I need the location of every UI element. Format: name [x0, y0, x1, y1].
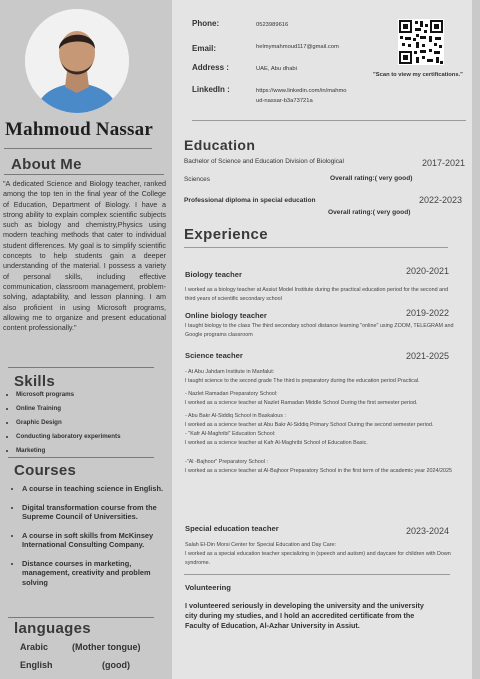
spacer — [185, 448, 455, 458]
job-detail-line: - Nazlet Ramadan Preparatory School: — [185, 391, 278, 397]
linkedin-line: https://www.linkedin.com/in/mahmo — [256, 88, 347, 94]
job-detail-line: I worked as a science teacher at Kafr Al-Maghribi School of Education Basic. — [185, 440, 368, 446]
job-years: 2019-2022 — [406, 308, 450, 318]
language-name: Arabic — [20, 642, 49, 652]
degree-title-cont: Sciences — [184, 176, 210, 183]
divider — [8, 617, 154, 618]
skills-title: Skills — [14, 373, 55, 390]
job-detail-line: -"Al -Bajhoor" Preparatory School : — [185, 459, 268, 465]
job-years: 2021-2025 — [406, 351, 450, 361]
phone-value: 0523989616 — [256, 22, 289, 28]
language-level: (good) — [102, 660, 130, 670]
job-title: Online biology teacher — [185, 311, 267, 320]
email-label: Email: — [192, 44, 217, 53]
job-detail-line: - "Kafr Al-Maghribi" Education School: — [185, 431, 276, 437]
divider — [184, 574, 450, 575]
education-title: Education — [184, 137, 256, 153]
phone-label: Phone: — [192, 19, 220, 28]
about-text: "A dedicated Science and Biology teacher, ranked among the top ten in the final year of the College of Education, Department of Biology. I have a strong ability to explain complex scientific subjects such as biology and chemistry,Physics using modern teaching methods that cater to individual student differences. My goal is to simplify scientific concepts to help students gain a deeper understanding of the material. I possess a variety of personal skills, including effective communication, classroom management, problem-solving, adaptability, and lesson planning. I am also proficient in using Microsoft programs, allowing me to organize and present educational content professionally." — [3, 179, 166, 333]
divider — [8, 457, 154, 458]
job-description: I worked as a biology teacher at Assiut Model Institute during the practical education period for the second and third years of scientific secondary school — [185, 287, 449, 302]
address-value: UAE, Abu dhabi — [256, 66, 297, 72]
courses-title: Courses — [14, 462, 77, 479]
job-detail-line: I worked as a special education teacher specializing in (speech and autism) and daycare for children with Down syndrome. — [185, 551, 451, 566]
skill-item: • Microsoft programs — [16, 388, 121, 402]
linkedin-line: ud-nassar-b3a73721a — [256, 98, 313, 104]
avatar — [25, 9, 129, 113]
volunteering-title: Volunteering — [185, 583, 231, 592]
profile-photo — [25, 9, 129, 113]
about-title: About Me — [11, 156, 82, 173]
degree-title: Bachelor of Science and Education Division of Biological — [184, 158, 344, 165]
job-title: Special education teacher — [185, 524, 279, 533]
job-detail-line: I worked as a science teacher at Al-Bajhoor Preparatory School in the first term of the academic year 2024/2025 — [185, 468, 452, 474]
course-item: • A course in teaching science in English. — [22, 484, 172, 494]
language-row — [20, 642, 141, 652]
skill-item: • Graphic Design — [16, 416, 121, 430]
linkedin-label: LinkedIn : — [192, 85, 230, 94]
degree-rating: Overall rating:( very good) — [330, 175, 413, 182]
qr-caption: "Scan to view my certifications." — [373, 72, 463, 78]
email-value[interactable]: helmymahmoud117@gmail.com — [256, 44, 339, 50]
job-detail-line: - Abu Bakr Al-Siddiq School in Baskalous : — [185, 413, 286, 419]
job-years: 2020-2021 — [406, 266, 450, 276]
left-column — [0, 0, 172, 679]
language-row — [20, 660, 130, 670]
skill-item: • Online Training — [16, 402, 121, 416]
job-detail-line: I worked as a science teacher at Nazlet Ramadan Middle School During the first semester period. — [185, 400, 418, 406]
job-description-list — [185, 368, 455, 476]
skill-item: • Marketing — [16, 444, 121, 458]
address-label: Address : — [192, 63, 229, 72]
course-item: • Distance courses in marketing, management, creativity and problem solving — [22, 559, 172, 588]
course-item: • Digital transformation course from the Supreme Council of Universities. — [22, 503, 172, 522]
skills-list — [6, 388, 121, 458]
diploma-title: Professional diploma in special education — [184, 197, 316, 204]
job-detail-line: Salah El-Din Morsi Center for Special Education and Day Care: — [185, 542, 337, 548]
courses-list — [12, 484, 172, 596]
qr-code[interactable] — [398, 19, 444, 65]
qr-code-icon — [398, 19, 444, 65]
linkedin-value[interactable] — [256, 86, 347, 106]
job-title: Biology teacher — [185, 270, 242, 279]
divider — [4, 174, 164, 175]
divider — [4, 148, 152, 149]
languages-title: languages — [14, 620, 91, 637]
diploma-years: 2022-2023 — [419, 195, 463, 205]
experience-title: Experience — [184, 226, 269, 243]
divider — [192, 120, 466, 121]
divider — [184, 247, 448, 248]
job-years: 2023-2024 — [406, 526, 450, 536]
degree-years: 2017-2021 — [422, 158, 466, 168]
job-description: I taught biology to the class The third secondary school distance learning "online" using ZOOM, TELEGRAM and Google programs classroom — [185, 323, 454, 338]
language-name: English — [20, 660, 53, 670]
job-detail-line: I worked as a science teacher at Abu Bakr Al-Siddiq Primary School During the second semester period. — [185, 422, 434, 428]
volunteering-text: I volunteered seriously in developing the university and the university city during my studies, and I hold an accredited certificate from the Faculty of Education, Al-Azhar University in Assiut. — [185, 601, 424, 630]
candidate-name: Mahmoud Nassar — [5, 119, 153, 140]
language-level: (Mother tongue) — [72, 642, 141, 652]
diploma-rating: Overall rating:( very good) — [328, 209, 411, 216]
job-detail-line: - At Abu Jahdam Institute in Manfalut: — [185, 369, 275, 375]
job-description-list — [185, 541, 455, 568]
divider — [8, 367, 154, 368]
job-title: Science teacher — [185, 351, 243, 360]
course-item: • A course in soft skills from McKinsey International Consulting Company. — [22, 531, 172, 550]
job-detail-line: I taught science to the second grade The third is preparatory during the education period Practical. — [185, 378, 420, 384]
skill-item: • Conducting laboratory experiments — [16, 430, 121, 444]
